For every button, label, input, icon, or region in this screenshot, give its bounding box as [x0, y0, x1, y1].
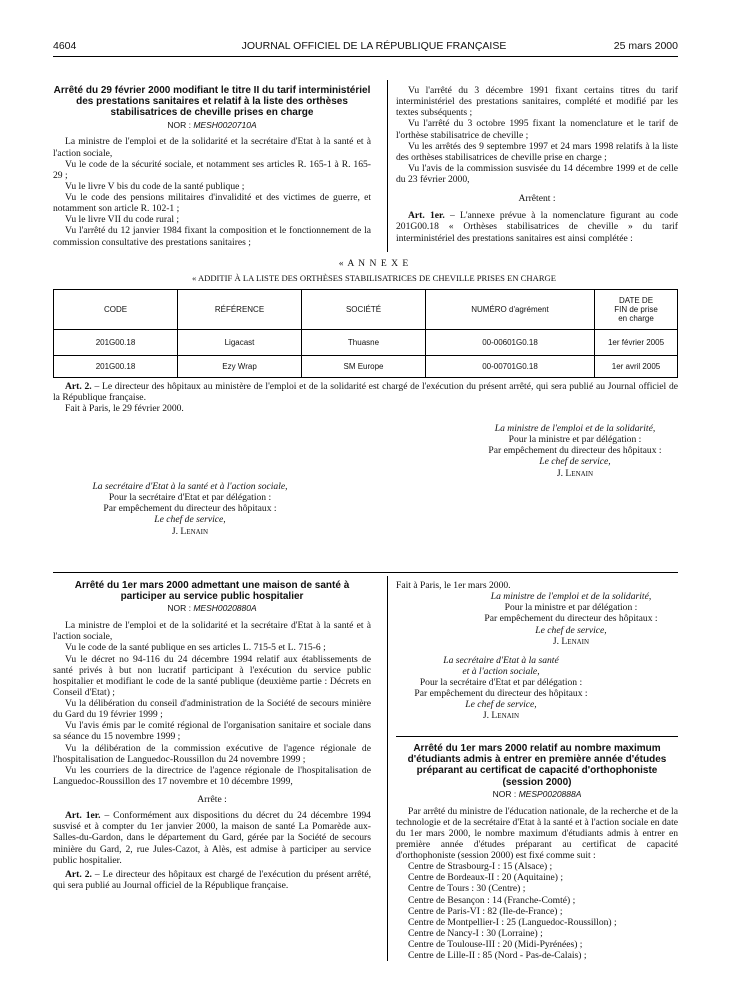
sig-line: Par empêchement du directeur des hôpitaux : — [414, 688, 588, 700]
arrete2-signatures — [396, 580, 678, 722]
header-rule — [53, 56, 678, 57]
arrete2-para: Vu le décret no 94-116 du 24 décembre 1994 relatif aux établissements de santé privés à but non lucratif participant à l'exécution du service public hospitalier et modifiant le code de la santé publique (deuxième partie : Décrets en Conseil d'Etat) ; — [53, 653, 371, 698]
table-header: CODE — [54, 290, 178, 330]
art1-text: – L'annexe prévue à la nomenclature figurant au code 201G00.18 « Orthèses stabilisatrices de cheville » du tarif interministériel des prestations sanitaires est ainsi complétée : — [396, 210, 678, 244]
sig-line: Pour la ministre et par délégation : — [504, 602, 638, 614]
list-item: Centre de Besançon : 14 (Franche-Comté) ; — [408, 894, 576, 906]
arrete2-para: La ministre de l'emploi et de la solidarité et la secrétaire d'Etat à la santé et à l'action sociale, — [53, 620, 371, 643]
table-cell: Ligacast — [178, 330, 302, 356]
section-rule — [53, 572, 678, 573]
table-cell: Ezy Wrap — [178, 356, 302, 378]
sig-role: Le chef de service, — [535, 624, 607, 636]
table-cell: 1er avril 2005 — [595, 356, 678, 378]
arrete1-title: Arrêté du 29 février 2000 modifiant le titre II du tarif interministériel des prestations sanitaires et relatif à la liste des orthèses stabilisatrices de cheville prises en charge — [53, 85, 371, 119]
table-row — [54, 330, 678, 356]
journal-title: JOURNAL OFFICIEL DE LA RÉPUBLIQUE FRANÇAISE — [241, 40, 507, 52]
section-rule — [396, 736, 678, 737]
sig-line: Par empêchement du directeur des hôpitaux : — [484, 613, 658, 625]
sig-title: La secrétaire d'Etat à la santé et à l'action sociale, — [92, 481, 288, 492]
table-header: RÉFÉRENCE — [178, 290, 302, 330]
table-cell: 1er février 2005 — [595, 330, 678, 356]
sig-name: J. Lenain — [552, 635, 590, 647]
header-date: 25 mars 2000 — [613, 40, 678, 52]
sig-role: Le chef de service, — [154, 514, 226, 526]
sig-line: Pour la secrétaire d'Etat et par délégation : — [108, 492, 272, 504]
done-at: Fait à Paris, le 1er mars 2000. — [396, 580, 511, 591]
art1-label: Art. 1er. — [408, 210, 445, 222]
art2-label: Art. 2. — [65, 381, 92, 392]
table-cell: Thuasne — [302, 330, 426, 356]
arrete1-para: Vu l'arrêté du 12 janvier 1984 fixant la composition et le fonctionnement de la commission consultative des prestations sanitaires ; — [53, 225, 371, 248]
arrete2-column — [53, 580, 371, 891]
arrete2-art1 — [53, 810, 371, 866]
centres-list — [408, 861, 678, 961]
arrete2-para: Vu les courriers de la directrice de l'agence régionale de l'hospitalisation de Languedoc-Roussillon des 17 novembre et 10 décembre 1999, — [53, 764, 371, 787]
arrete1-art1 — [396, 210, 678, 243]
arrete2-art2 — [53, 869, 371, 891]
table-cell: 201G00.18 — [54, 356, 178, 378]
sig-line: Par empêchement du directeur des hôpitaux : — [103, 503, 277, 515]
arrete1-art2 — [53, 381, 678, 414]
arrete2-para: Vu la délibération de la commission exécutive de l'agence régionale de l'hospitalisation de Languedoc-Roussillon du 24 novembre 1999 ; — [53, 742, 371, 765]
arrete2-para: Vu le code de la santé publique en ses articles L. 715-5 et L. 715-6 ; — [65, 642, 326, 654]
sig-title: La ministre de l'emploi et de la solidarité, — [490, 591, 652, 603]
arrete3-column — [396, 743, 678, 961]
list-item: Centre de Montpellier-I : 25 (Languedoc-Roussillon) ; — [408, 916, 617, 928]
arrete1-para: Vu les arrêtés des 9 septembre 1997 et 24 mars 1998 relatifs à la liste des orthèses stabilisatrices de cheville prise en charge ; — [396, 140, 678, 163]
arrete: Arrête : — [197, 794, 227, 806]
table-header: NUMÉRO d'agrément — [426, 290, 595, 330]
arrete1-para: Vu le livre V bis du code de la santé publique ; — [65, 180, 245, 192]
art2-text: – Le directeur des hôpitaux est chargé de l'exécution du présent arrêté, qui sera publié au Journal officiel de la République française. — [53, 868, 371, 891]
list-item: Centre de Bordeaux-II : 20 (Aquitaine) ; — [408, 872, 564, 884]
arrete1-para: Vu l'avis de la commission susvisée du 14 décembre 1999 et de celle du 23 février 2000, — [396, 162, 678, 185]
sig-title: et à l'action sociale, — [462, 665, 540, 677]
arrete2-nor: NOR : MESH0020880A — [167, 603, 257, 614]
sig-line: Pour la ministre et par délégation : — [508, 434, 642, 446]
arrete1-signature-right — [470, 423, 680, 479]
sig-name: J. Lenain — [171, 525, 209, 537]
list-item: Centre de Paris-VI : 82 (Ile-de-France) ; — [408, 905, 563, 917]
sig-role: Le chef de service, — [465, 699, 537, 711]
annexe-subtitle: « ADDITIF À LA LISTE DES ORTHÈSES STABILISATRICES DE CHEVILLE PRISES EN CHARGE — [191, 273, 557, 283]
table-cell: 00-00701G0.18 — [426, 356, 595, 378]
list-item: Centre de Toulouse-III : 20 (Midi-Pyrénées) ; — [408, 939, 583, 951]
arrete1-para: Vu le code de la sécurité sociale, et notamment ses articles R. 165-1 à R. 165-29 ; — [53, 158, 371, 181]
page-number: 4604 — [53, 40, 77, 52]
art1-text: – Conformément aux dispositions du décret du 24 décembre 1994 susvisé et à compter du 1er janvier 2000, la maison de santé La Pomarède aux-Salles-du-Gardon, dans le département du Gard, gérée par la Société de secours minière du Gard, 2, rue Jules-Cazot, à Alès, est admise à participer au service public hospitalier. — [53, 810, 371, 866]
table-cell: 00-00601G0.18 — [426, 330, 595, 356]
sig-line: Pour la secrétaire d'Etat et par délégation : — [419, 677, 583, 688]
arrete1-para: Vu le code des pensions militaires d'invalidité et des victimes de guerre, et notamment son article R. 102-1 ; — [53, 192, 371, 215]
arrete1-nor: NOR : MESH0020710A — [167, 119, 257, 130]
arrete1-para: Vu l'arrêté du 3 octobre 1995 fixant la nomenclature et le tarif de l'orthèse stabilisatrice de cheville ; — [396, 118, 678, 141]
table-cell: 201G00.18 — [54, 330, 178, 356]
table-header: SOCIÉTÉ — [302, 290, 426, 330]
column-divider — [387, 576, 388, 961]
arrete1-signature-left — [75, 481, 305, 537]
sig-name: J. Lenain — [556, 467, 594, 479]
arrete2-title: Arrêté du 1er mars 2000 admettant une maison de santé à participer au service public hospitalier — [74, 580, 350, 603]
arrete1-right-column — [396, 85, 678, 244]
arrete3-nor: NOR : MESP0020888A — [492, 788, 582, 799]
arrete1-para: Vu le livre VII du code rural ; — [65, 214, 180, 226]
annexe-title: « A N N E X E — [338, 258, 410, 269]
done-at: Fait à Paris, le 29 février 2000. — [65, 403, 184, 415]
art2-text: – Le directeur des hôpitaux au ministère de l'emploi et de la solidarité est chargé de l'exécution du présent arrêté, qui sera publié au Journal officiel de la République française. — [53, 381, 678, 404]
art1-label: Art. 1er. — [65, 810, 101, 822]
sig-role: Le chef de service, — [539, 456, 611, 468]
column-divider — [387, 80, 388, 252]
arrete2-para: Vu l'avis émis par le comité régional de l'organisation sanitaire et sociale dans sa séance du 15 novembre 1999 ; — [53, 720, 371, 743]
list-item: Centre de Strasbourg-I : 15 (Alsace) ; — [408, 861, 553, 873]
arrete3-title: Arrêté du 1er mars 2000 relatif au nombre maximum d'étudiants admis à entrer en première année d'études préparant au certificat de capacité d'orthophoniste (session 2000) — [407, 743, 667, 788]
art2-label: Art. 2. — [65, 868, 92, 880]
arrete2-para: Vu la délibération du conseil d'administration de la Société de secours minière du Gard du 19 février 1999 ; — [53, 698, 371, 721]
table-row — [54, 356, 678, 378]
sig-title: La secrétaire d'Etat à la santé — [443, 654, 559, 666]
sig-name: J. Lenain — [482, 710, 520, 722]
arretent: Arrêtent : — [518, 193, 556, 205]
list-item: Centre de Tours : 30 (Centre) ; — [408, 883, 526, 895]
sig-title: La ministre de l'emploi et de la solidarité, — [494, 423, 656, 434]
list-item: Centre de Lille-II : 85 (Nord - Pas-de-Calais) ; — [408, 950, 587, 962]
table-cell: SM Europe — [302, 356, 426, 378]
arrete1-para: Vu l'arrêté du 3 décembre 1991 fixant certains titres du tarif interministériel des prestations sanitaires, complété et modifié par les textes subséquents ; — [396, 85, 678, 119]
sig-line: Par empêchement du directeur des hôpitaux : — [488, 445, 662, 457]
table-header-row — [54, 290, 678, 330]
arrete1-para: La ministre de l'emploi et de la solidarité et la secrétaire d'Etat à la santé et à l'action sociale, — [53, 136, 371, 159]
annexe-table — [53, 289, 678, 378]
arrete3-intro: Par arrêté du ministre de l'éducation nationale, de la recherche et de la technologie et de la secrétaire d'Etat à la santé et à l'action sociale en date du 1er mars 2000, le nombre maximum d'étudiants admis à entrer en première année d'études préparant au certificat de capacité d'orthophoniste (session 2000) est fixé comme suit : — [396, 805, 678, 862]
table-header: DATE DE FIN de prise en charge — [595, 290, 678, 330]
list-item: Centre de Nancy-I : 30 (Lorraine) ; — [408, 927, 543, 939]
arrete1-left-column — [53, 85, 371, 248]
